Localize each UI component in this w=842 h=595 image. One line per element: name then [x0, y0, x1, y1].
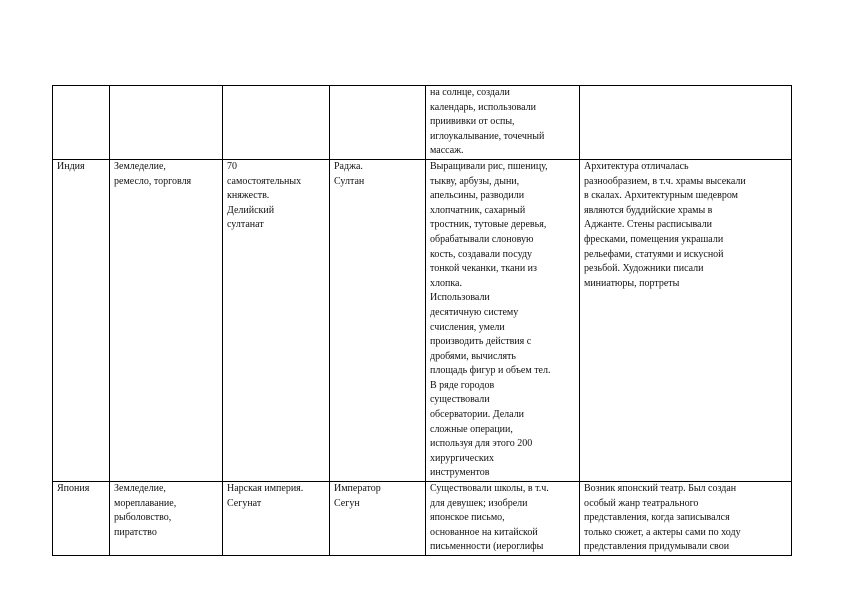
cell-achievements: на солнце, создали календарь, использовали приививки от оспы, иглоукалывание, точечный массаж.: [426, 86, 580, 160]
cell-ruler: Раджа. Султан: [330, 159, 426, 481]
cell-culture: Архитектура отличалась разнообразием, в т.ч. храмы высекали в скалах. Архитектурным шедевром являются буддийские храмы в Аджанте. Стены расписывали фресками, помещения украшали рельефами, статуями и искусной резьбой. Художники писали миниатюры, портреты: [580, 159, 792, 481]
cell-achievements: Выращивали рис, пшеницу, тыкву, арбузы, дыни, апельсины, разводили хлопчатник, сахарный тростник, тутовые деревья, обрабатывали слоновую кость, создавали посуду тонкой чеканки, ткани из хлопка. Использовали десятичную систему счисления, умели производить действия с дробями, вычислять площадь фигур и объем тел. В ряде городов существовали обсерватории. Делали сложные операции, используя для этого 200 хирургических инструментов: [426, 159, 580, 481]
cell-occupations: Земледелие, ремесло, торговля: [110, 159, 223, 481]
cell-ruler: Император Сегун: [330, 482, 426, 556]
cell-ruler: [330, 86, 426, 160]
cell-occupations: Земледелие, мореплавание, рыболовство, пиратство: [110, 482, 223, 556]
cell-occupations: [110, 86, 223, 160]
history-table: [52, 85, 792, 556]
table-row: [53, 86, 792, 160]
cell-state: Нарская империя. Сегунат: [223, 482, 330, 556]
cell-country: [53, 86, 110, 160]
cell-culture: Возник японский театр. Был создан особый жанр театрального представления, когда записывался только сюжет, а актеры сами по ходу представления придумывали свои: [580, 482, 792, 556]
cell-state: [223, 86, 330, 160]
table-row: [53, 159, 792, 481]
table-row: [53, 482, 792, 556]
cell-achievements: Существовали школы, в т.ч. для девушек; изобрели японское письмо, основанное на китайской письменности (иероглифы: [426, 482, 580, 556]
cell-state: 70 самостоятельных княжеств. Делийский султанат: [223, 159, 330, 481]
cell-country: Япония: [53, 482, 110, 556]
cell-culture: [580, 86, 792, 160]
cell-country: Индия: [53, 159, 110, 481]
